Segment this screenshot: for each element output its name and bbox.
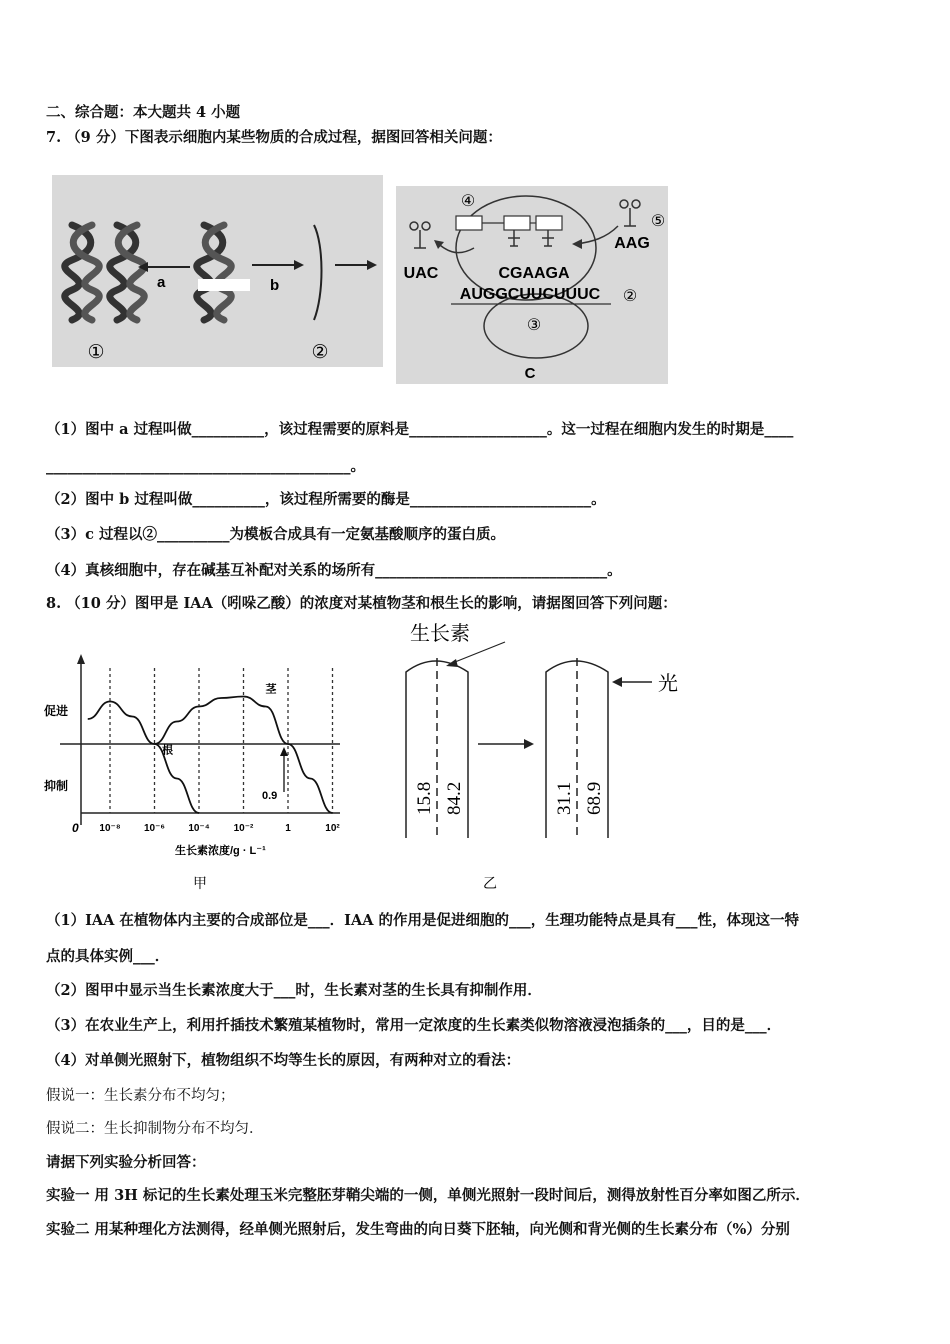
q8-sub4: （4）对单侧光照射下，植物组织不均等生长的原因，有两种对立的看法： <box>46 1052 521 1069</box>
label-inhibit: 抑制 <box>44 779 69 793</box>
q7-sub2: （2）图中 b 过程叫做__________，该过程所需要的酶是_________________________。 <box>46 491 606 508</box>
series-label-1: 茎 <box>265 683 277 696</box>
q7-sub3: （3）c 过程以②__________为模板合成具有一定氨基酸顺序的蛋白质。 <box>46 526 505 543</box>
label-a: a <box>157 274 166 291</box>
right-seg-a: 31.1 <box>554 781 575 815</box>
x-tick-label-0: 10⁻⁸ <box>99 823 121 834</box>
codon-aag: AAG <box>614 235 650 252</box>
q8-title: 8. （10 分）图甲是 IAA（吲哚乙酸）的浓度对某植物茎和根生长的影响，请据图回答下列问题： <box>46 595 677 612</box>
auxin-arrow <box>450 642 505 664</box>
q8-exp2: 实验二 用某种理化方法测得，经单侧光照射后，发生弯曲的向日葵下胚轴，向光侧和背光侧的生长素分布（%）分别 <box>46 1221 790 1238</box>
peptide-box-1 <box>456 216 482 230</box>
q8-exp1: 实验一 用 3H 标记的生长素处理玉米完整胚芽鞘尖端的一侧，单侧光照射一段时间后，测得放射性百分率如图乙所示． <box>46 1187 810 1204</box>
light-label: 光 <box>658 673 678 695</box>
peptide-box-2 <box>504 216 530 230</box>
q7-title: 7. （9 分）下图表示细胞内某些物质的合成过程，据图回答相关问题： <box>46 129 502 146</box>
q8-hyp1: 假说一：生长素分布不均匀； <box>46 1088 235 1104</box>
num-5: ⑤ <box>650 213 666 230</box>
figure-background <box>52 175 383 367</box>
peptide-box-3 <box>536 216 562 230</box>
q7-sub4: （4）真核细胞中，存在碱基互补配对关系的场所有________________________________。 <box>46 562 622 579</box>
annotation-label: 0.9 <box>262 790 278 802</box>
q8-sub1-line1: （1）IAA 在植物体内主要的合成部位是___．IAA 的作用是促进细胞的___，生理功能特点是具有___性，体现这一特 <box>46 912 799 929</box>
caption-jia: 甲 <box>193 875 207 891</box>
x-axis-label: 生长素浓度/g · L⁻¹ <box>175 845 266 857</box>
x-tick-label-1: 10⁻⁶ <box>143 823 166 834</box>
right-seg-b: 68.9 <box>584 781 605 815</box>
left-seg-a: 15.8 <box>414 781 435 815</box>
figure-background <box>396 186 668 384</box>
chart-jia <box>40 650 360 900</box>
anticodons: CGAAGA <box>498 265 570 282</box>
label-promote: 促进 <box>44 704 69 718</box>
section-heading: 二、综合题：本大题共 4 小题 <box>46 104 241 121</box>
q8-analysis: 请据下列实验分析回答： <box>46 1154 206 1171</box>
q7-figure-translation <box>396 186 668 384</box>
series-line-0 <box>88 702 199 814</box>
num-1: ① <box>87 342 105 363</box>
codon-uac: UAC <box>403 265 439 282</box>
q7-sub1-line1: （1）图中 a 过程叫做__________，该过程需要的原料是___________________。这一过程在细胞内发生的时期是____ <box>46 421 794 438</box>
x-tick-label-3: 10⁻² <box>233 823 254 834</box>
q8-sub2: （2）图甲中显示当生长素浓度大于___时，生长素对茎的生长具有抑制作用． <box>46 982 542 999</box>
x-tick-label-4: 1 <box>285 823 291 834</box>
label-c: C <box>524 365 536 382</box>
x-tick-label-2: 10⁻⁴ <box>188 823 210 834</box>
num-2: ② <box>311 342 329 363</box>
white-patch <box>198 279 250 291</box>
x-tick-label-5: 10² <box>325 823 340 834</box>
annotation-arrowhead <box>280 747 288 756</box>
q8-sub1-line2: 点的具体实例___． <box>46 948 170 965</box>
q8-sub3: （3）在农业生产上，利用扦插技术繁殖某植物时，常用一定浓度的生长素类似物溶液浸泡插条的___，目的是___． <box>46 1017 782 1034</box>
q7-figure-dna <box>52 175 383 367</box>
q8-hyp2: 假说二：生长抑制物分布不均匀． <box>46 1121 264 1137</box>
num-4: ④ <box>460 193 476 210</box>
left-seg-b: 84.2 <box>444 781 465 815</box>
y-axis-arrow <box>77 654 85 664</box>
num-2b: ② <box>622 288 638 305</box>
num-3: ③ <box>526 317 542 334</box>
figure-yi <box>390 620 690 900</box>
caption-yi: 乙 <box>483 875 497 891</box>
series-label-0: 根 <box>162 744 173 757</box>
origin-label: 0 <box>72 821 79 835</box>
auxin-label: 生长素 <box>410 623 470 645</box>
mrna-sequence: AUGGCUUCUUUC <box>459 286 601 303</box>
q7-sub1-line2: __________________________________________。 <box>46 458 365 475</box>
label-b: b <box>270 277 280 294</box>
